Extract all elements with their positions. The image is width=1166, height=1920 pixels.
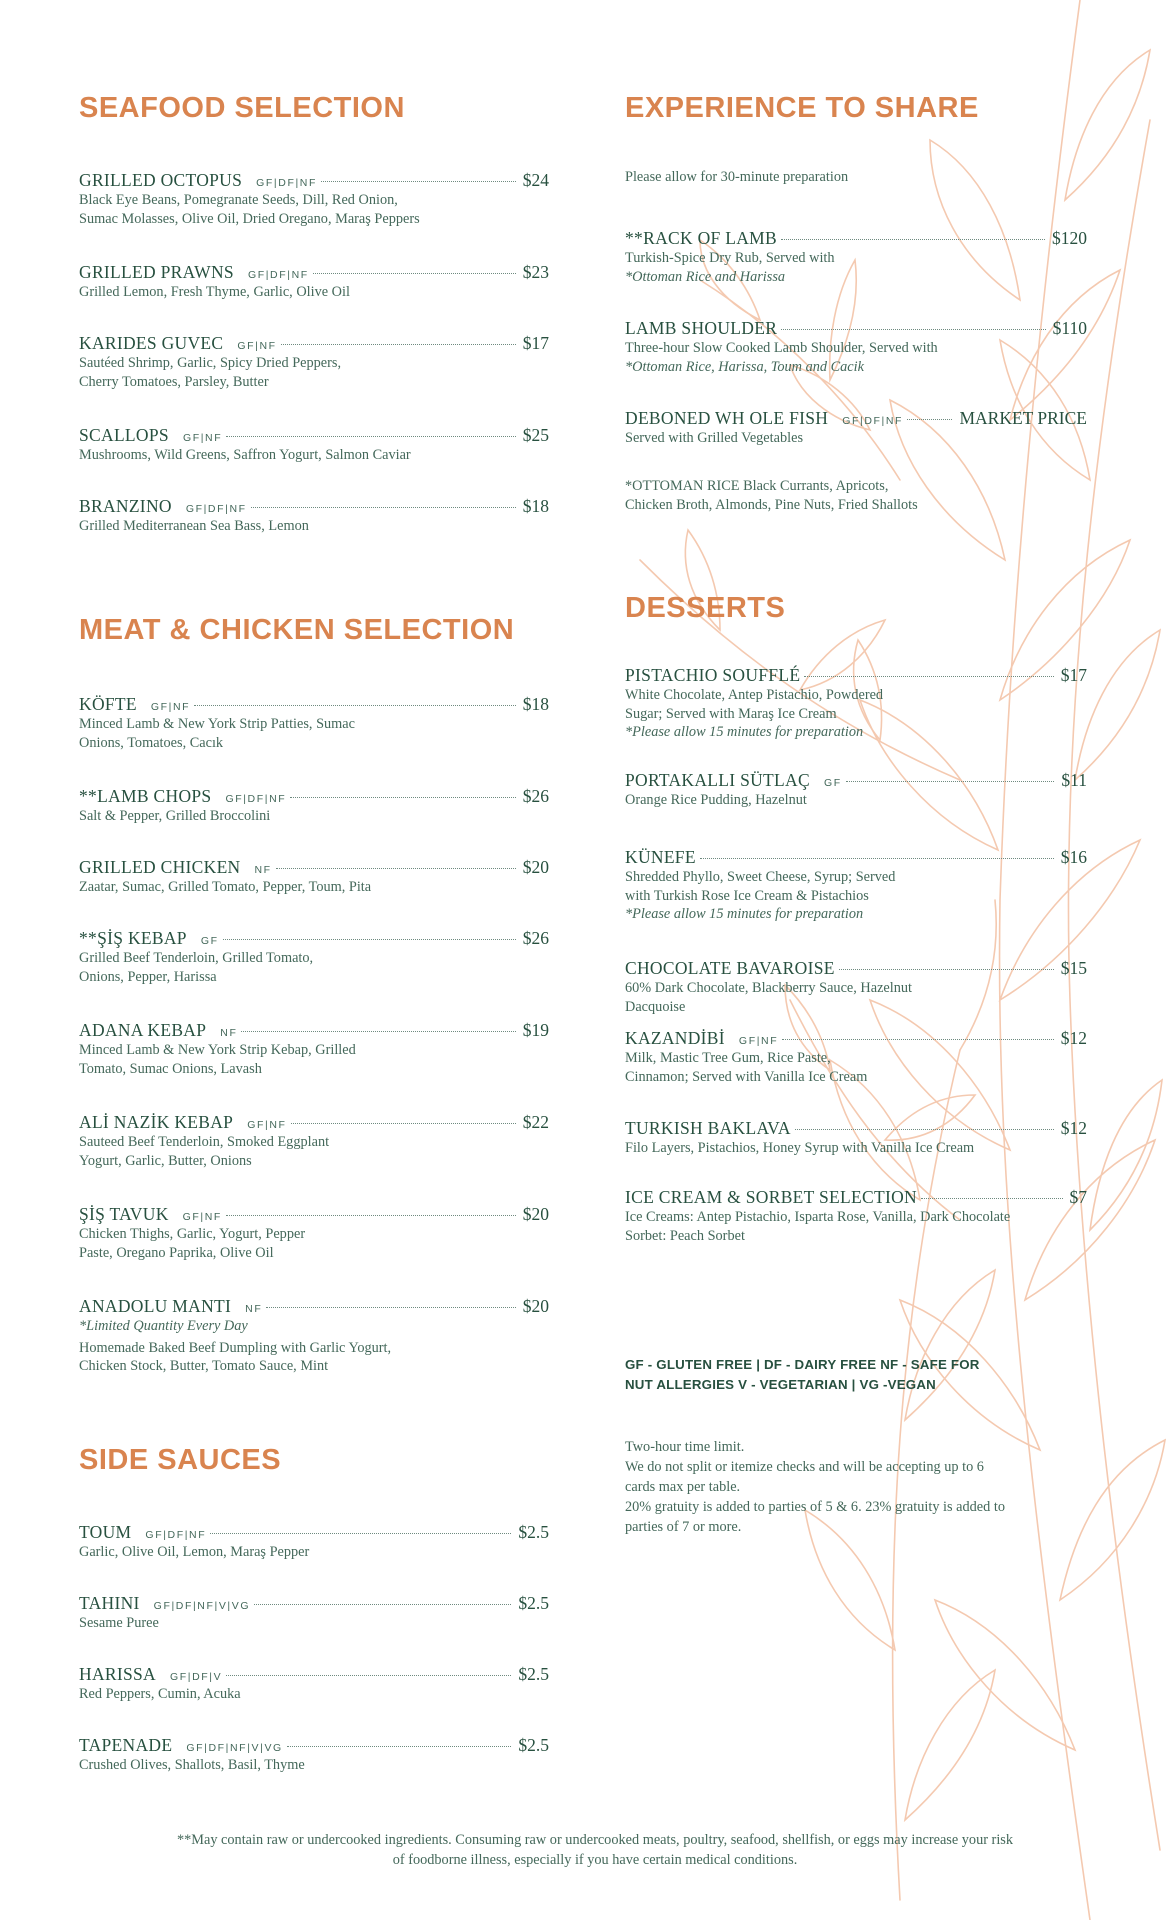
item-name: TOUM — [79, 1522, 132, 1542]
item-title-row — [625, 665, 1087, 686]
meat-menu-item — [79, 1020, 549, 1078]
dietary-tags: GF|NF — [237, 340, 277, 352]
item-name: GRILLED PRAWNS — [79, 262, 234, 282]
item-name: ŞİŞ TAVUK — [79, 1204, 169, 1224]
item-title-row — [625, 408, 1087, 429]
item-note: *Please allow 15 minutes for preparation — [625, 724, 864, 740]
meat-section-title: MEAT & CHICKEN SELECTION — [79, 614, 515, 646]
item-description: Zaatar, Sumac, Grilled Tomato, Pepper, Toum, Pita — [79, 879, 372, 895]
item-name: TURKISH BAKLAVA — [625, 1118, 791, 1138]
dot-leader — [223, 939, 516, 940]
dot-leader — [782, 1039, 1054, 1040]
item-title-row — [79, 1112, 549, 1133]
item-title-row — [79, 333, 549, 354]
share-menu-item — [625, 228, 1087, 286]
item-description: Grilled Mediterranean Sea Bass, Lemon — [79, 518, 309, 534]
sauce-menu-item — [79, 1735, 549, 1775]
item-price: $18 — [522, 694, 549, 714]
item-name: CHOCOLATE BAVAROISE — [625, 958, 835, 978]
sauce-menu-item — [79, 1522, 549, 1562]
share-menu-item — [625, 318, 1087, 376]
item-name: HARISSA — [79, 1664, 156, 1684]
item-description: Milk, Mastic Tree Gum, Rice Paste, — [625, 1050, 831, 1066]
item-title-row — [625, 318, 1087, 339]
item-title-row — [79, 1522, 549, 1543]
item-title-row — [625, 228, 1087, 249]
dietary-tags: GF — [200, 935, 219, 947]
item-description: Orange Rice Pudding, Hazelnut — [625, 792, 807, 808]
meat-menu-item — [79, 1204, 549, 1262]
item-price: $2.5 — [518, 1522, 549, 1542]
item-title-row — [79, 1204, 549, 1225]
item-price: $2.5 — [518, 1664, 549, 1684]
item-price: $15 — [1060, 958, 1087, 978]
dot-leader — [226, 1215, 516, 1216]
item-description: Onions, Tomatoes, Cacık — [79, 734, 224, 751]
dietary-tags: GF|DF|NF — [185, 503, 247, 515]
item-description: Onions, Pepper, Harissa — [79, 968, 217, 985]
item-description: Turkish-Spice Dry Rub, Served with — [625, 250, 835, 266]
item-name: SCALLOPS — [79, 425, 169, 445]
item-price: $25 — [522, 425, 549, 445]
item-price: $24 — [522, 170, 549, 190]
item-description: Sauteed Beef Tenderloin, Smoked Eggplant — [79, 1134, 330, 1150]
dot-leader — [241, 1031, 515, 1032]
dessert-menu-item — [625, 847, 1087, 924]
dot-leader — [194, 705, 516, 706]
dietary-tags: GF|DF|NF|V|VG — [153, 1600, 251, 1612]
dot-leader — [781, 239, 1045, 240]
item-description: Mushrooms, Wild Greens, Saffron Yogurt, Salmon Caviar — [79, 447, 411, 463]
item-description: Sumac Molasses, Olive Oil, Dried Oregano, Maraş Peppers — [79, 210, 420, 227]
dessert-menu-item — [625, 1187, 1087, 1245]
item-description: Dacquoise — [625, 998, 686, 1015]
item-note: *Limited Quantity Every Day — [79, 1318, 248, 1334]
item-name: ADANA KEBAP — [79, 1020, 207, 1040]
item-name: GRILLED CHICKEN — [79, 857, 241, 877]
item-price: $17 — [1060, 665, 1087, 685]
item-description: Tomato, Sumac Onions, Lavash — [79, 1060, 262, 1077]
meat-menu-item — [79, 1296, 549, 1376]
dietary-legend: GF - GLUTEN FREE | DF - DAIRY FREE NF - SAFE FOR NUT ALLERGIES V - VEGETARIAN | VG -VEGAN — [625, 1357, 980, 1392]
dot-leader — [281, 344, 516, 345]
dot-leader — [313, 273, 516, 274]
dietary-tags: GF|DF|NF — [842, 415, 904, 427]
item-description: Grilled Lemon, Fresh Thyme, Garlic, Olive Oil — [79, 284, 350, 300]
seafood-menu-item — [79, 496, 549, 536]
item-note: *Ottoman Rice, Harissa, Toum and Cacik — [625, 358, 864, 375]
item-description: with Turkish Rose Ice Cream & Pistachios — [625, 887, 869, 904]
dietary-tags: GF — [823, 777, 842, 789]
item-description: Ice Creams: Antep Pistachio, Isparta Rose, Vanilla, Dark Chocolate — [625, 1209, 1011, 1225]
dietary-tags: NF — [254, 864, 272, 876]
item-title-row — [79, 786, 549, 807]
item-title-row — [79, 928, 549, 949]
seafood-menu-item — [79, 333, 549, 391]
item-title-row — [625, 1028, 1087, 1049]
item-note: *Please allow 15 minutes for preparation — [625, 906, 864, 922]
dot-leader — [266, 1307, 515, 1308]
item-name: **LAMB CHOPS — [79, 786, 212, 806]
item-description: Sorbet: Peach Sorbet — [625, 1227, 745, 1244]
dietary-tags: GF|NF — [247, 1119, 287, 1131]
item-name: BRANZINO — [79, 496, 172, 516]
item-price: $26 — [522, 928, 549, 948]
item-description: Paste, Oregano Paprika, Olive Oil — [79, 1244, 274, 1261]
item-title-row — [79, 1296, 549, 1317]
item-description: Cherry Tomatoes, Parsley, Butter — [79, 373, 269, 390]
dessert-menu-item — [625, 1118, 1087, 1158]
item-name: PISTACHIO SOUFFLÉ — [625, 665, 801, 685]
dessert-menu-item — [625, 1028, 1087, 1086]
item-price: $7 — [1069, 1187, 1087, 1207]
meat-menu-item — [79, 1112, 549, 1170]
seafood-section-title: SEAFOOD SELECTION — [79, 92, 405, 124]
item-title-row — [625, 1187, 1087, 1208]
dot-leader — [254, 1604, 511, 1605]
dot-leader — [846, 781, 1055, 782]
item-name: KÜNEFE — [625, 847, 696, 867]
share-section-title: EXPERIENCE TO SHARE — [625, 92, 979, 124]
item-name: LAMB SHOULDER — [625, 318, 778, 338]
item-description: Salt & Pepper, Grilled Broccolini — [79, 808, 271, 824]
seafood-menu-item — [79, 262, 549, 302]
item-title-row — [79, 857, 549, 878]
dot-leader — [781, 329, 1045, 330]
item-description: Minced Lamb & New York Strip Kebap, Grilled — [79, 1042, 356, 1058]
dot-leader — [839, 969, 1054, 970]
dot-leader — [291, 1123, 516, 1124]
item-name: KÖFTE — [79, 694, 137, 714]
dietary-tags: GF|DF|NF — [247, 269, 309, 281]
item-price: $16 — [1060, 847, 1087, 867]
item-description: Black Eye Beans, Pomegranate Seeds, Dill, Red Onion, — [79, 192, 398, 208]
item-description: Homemade Baked Beef Dumpling with Garlic Yogurt, — [79, 1339, 392, 1356]
share-menu-item — [625, 408, 1087, 448]
item-name: TAPENADE — [79, 1735, 173, 1755]
dietary-tags: GF|DF|NF|V|VG — [186, 1742, 283, 1754]
meat-menu-item — [79, 857, 549, 897]
item-price: MARKET PRICE — [959, 408, 1087, 428]
item-name: **RACK OF LAMB — [625, 228, 778, 248]
food-safety-disclaimer: **May contain raw or undercooked ingredients. Consuming raw or undercooked meats, poultry, seafood, shellfish, or eggs may increase your risk of foodborne illness, especially if you have certain medical conditions. — [176, 1832, 1014, 1868]
item-description: Crushed Olives, Shallots, Basil, Thyme — [79, 1757, 305, 1773]
dot-leader — [795, 1129, 1054, 1130]
item-name: ALİ NAZİK KEBAP — [79, 1112, 234, 1132]
item-description: Filo Layers, Pistachios, Honey Syrup with Vanilla Ice Cream — [625, 1140, 975, 1156]
dietary-tags: GF|DF|NF — [225, 793, 287, 805]
dot-leader — [921, 1198, 1063, 1199]
item-title-row — [79, 1593, 549, 1614]
item-name: **ŞİŞ KEBAP — [79, 928, 187, 948]
item-price: $19 — [522, 1020, 549, 1040]
dessert-menu-item — [625, 665, 1087, 742]
item-description: Served with Grilled Vegetables — [625, 430, 804, 446]
item-description: Chicken Stock, Butter, Tomato Sauce, Mint — [79, 1358, 329, 1374]
item-price: $20 — [522, 857, 549, 877]
item-title-row — [79, 262, 549, 283]
item-title-row — [79, 1664, 549, 1685]
item-title-row — [625, 847, 1087, 868]
dot-leader — [276, 868, 516, 869]
dot-leader — [210, 1533, 511, 1534]
item-name: ICE CREAM & SORBET SELECTION — [625, 1187, 917, 1207]
item-description: Cinnamon; Served with Vanilla Ice Cream — [625, 1068, 868, 1085]
item-description: Sautéed Shrimp, Garlic, Spicy Dried Peppers, — [79, 355, 342, 371]
dietary-tags: GF|NF — [150, 701, 191, 713]
dot-leader — [251, 507, 516, 508]
item-description: Yogurt, Garlic, Butter, Onions — [79, 1152, 252, 1169]
item-description: White Chocolate, Antep Pistachio, Powdered — [625, 687, 884, 703]
ottoman-rice-footnote: *OTTOMAN RICE Black Currants, Apricots, Chicken Broth, Almonds, Pine Nuts, Fried Shallots — [625, 478, 918, 513]
item-price: $110 — [1052, 318, 1087, 338]
dietary-tags: GF|NF — [182, 1211, 222, 1223]
item-description: Grilled Beef Tenderloin, Grilled Tomato, — [79, 950, 314, 966]
item-price: $20 — [522, 1204, 549, 1224]
dietary-tags: GF|NF — [182, 432, 223, 444]
item-price: $11 — [1061, 770, 1087, 790]
item-name: KARIDES GUVEC — [79, 333, 224, 353]
share-intro: Please allow for 30-minute preparation — [625, 169, 849, 185]
dietary-tags: GF|DF|NF — [145, 1529, 207, 1541]
dot-leader — [226, 436, 516, 437]
dietary-tags: NF — [220, 1027, 238, 1039]
item-title-row — [79, 425, 549, 446]
desserts-section-title: DESSERTS — [625, 592, 786, 624]
dot-leader — [907, 419, 952, 420]
item-price: $17 — [522, 333, 549, 353]
item-price: $20 — [522, 1296, 549, 1316]
item-description: Sesame Puree — [79, 1615, 159, 1631]
seafood-menu-item — [79, 170, 549, 228]
item-price: $12 — [1060, 1028, 1087, 1048]
item-title-row — [625, 770, 1087, 791]
meat-menu-item — [79, 928, 549, 986]
item-title-row — [625, 1118, 1087, 1139]
dot-leader — [290, 797, 515, 798]
dining-policy: Two-hour time limit. We do not split or itemize checks and will be accepting up to 6 cards max per table. 20% gratuity is added to parties of 5 & 6. 23% gratuity is added to parties of 7 or more. — [625, 1439, 1005, 1535]
dietary-tags: NF — [245, 1303, 263, 1315]
item-name: KAZANDİBİ — [625, 1028, 725, 1048]
dietary-tags: GF|DF|NF — [256, 177, 317, 189]
item-description: Minced Lamb & New York Strip Patties, Sumac — [79, 716, 355, 732]
item-name: ANADOLU MANTI — [79, 1296, 232, 1316]
seafood-menu-item — [79, 425, 549, 465]
sauce-menu-item — [79, 1593, 549, 1633]
item-price: $26 — [522, 786, 549, 806]
item-description: Three-hour Slow Cooked Lamb Shoulder, Served with — [625, 340, 938, 356]
dietary-tags: GF|NF — [738, 1035, 779, 1047]
item-title-row — [79, 496, 549, 517]
item-name: TAHINI — [79, 1593, 140, 1613]
item-price: $23 — [522, 262, 549, 282]
dot-leader — [287, 1746, 512, 1747]
sauces-section-title: SIDE SAUCES — [79, 1444, 282, 1476]
item-title-row — [79, 1020, 549, 1041]
item-price: $12 — [1060, 1118, 1087, 1138]
dessert-menu-item — [625, 770, 1087, 810]
meat-menu-item — [79, 694, 549, 752]
item-description: 60% Dark Chocolate, Blackberry Sauce, Hazelnut — [625, 980, 913, 996]
item-description: Sugar; Served with Maraş Ice Cream — [625, 705, 837, 722]
item-title-row — [625, 958, 1087, 979]
item-price: $22 — [522, 1112, 549, 1132]
meat-menu-item — [79, 786, 549, 826]
item-price: $2.5 — [518, 1735, 549, 1755]
dessert-menu-item — [625, 958, 1087, 1016]
item-title-row — [79, 1735, 549, 1756]
item-description: Red Peppers, Cumin, Acuka — [79, 1686, 241, 1702]
item-description: Shredded Phyllo, Sweet Cheese, Syrup; Served — [625, 869, 896, 885]
item-description: Chicken Thighs, Garlic, Yogurt, Pepper — [79, 1226, 306, 1242]
sauce-menu-item — [79, 1664, 549, 1704]
item-price: $120 — [1052, 228, 1087, 248]
item-price: $2.5 — [518, 1593, 549, 1613]
dot-leader — [226, 1675, 511, 1676]
dot-leader — [321, 181, 516, 182]
item-name: DEBONED WH OLE FISH — [625, 408, 829, 428]
dot-leader — [804, 676, 1053, 677]
item-price: $18 — [522, 496, 549, 516]
item-name: PORTAKALLI SÜTLAÇ — [625, 770, 810, 790]
item-name: GRILLED OCTOPUS — [79, 170, 243, 190]
item-description: Garlic, Olive Oil, Lemon, Maraş Pepper — [79, 1544, 310, 1560]
item-title-row — [79, 694, 549, 715]
item-title-row — [79, 170, 549, 191]
item-note: *Ottoman Rice and Harissa — [625, 268, 786, 285]
dot-leader — [700, 858, 1054, 859]
dietary-tags: GF|DF|V — [169, 1671, 223, 1683]
